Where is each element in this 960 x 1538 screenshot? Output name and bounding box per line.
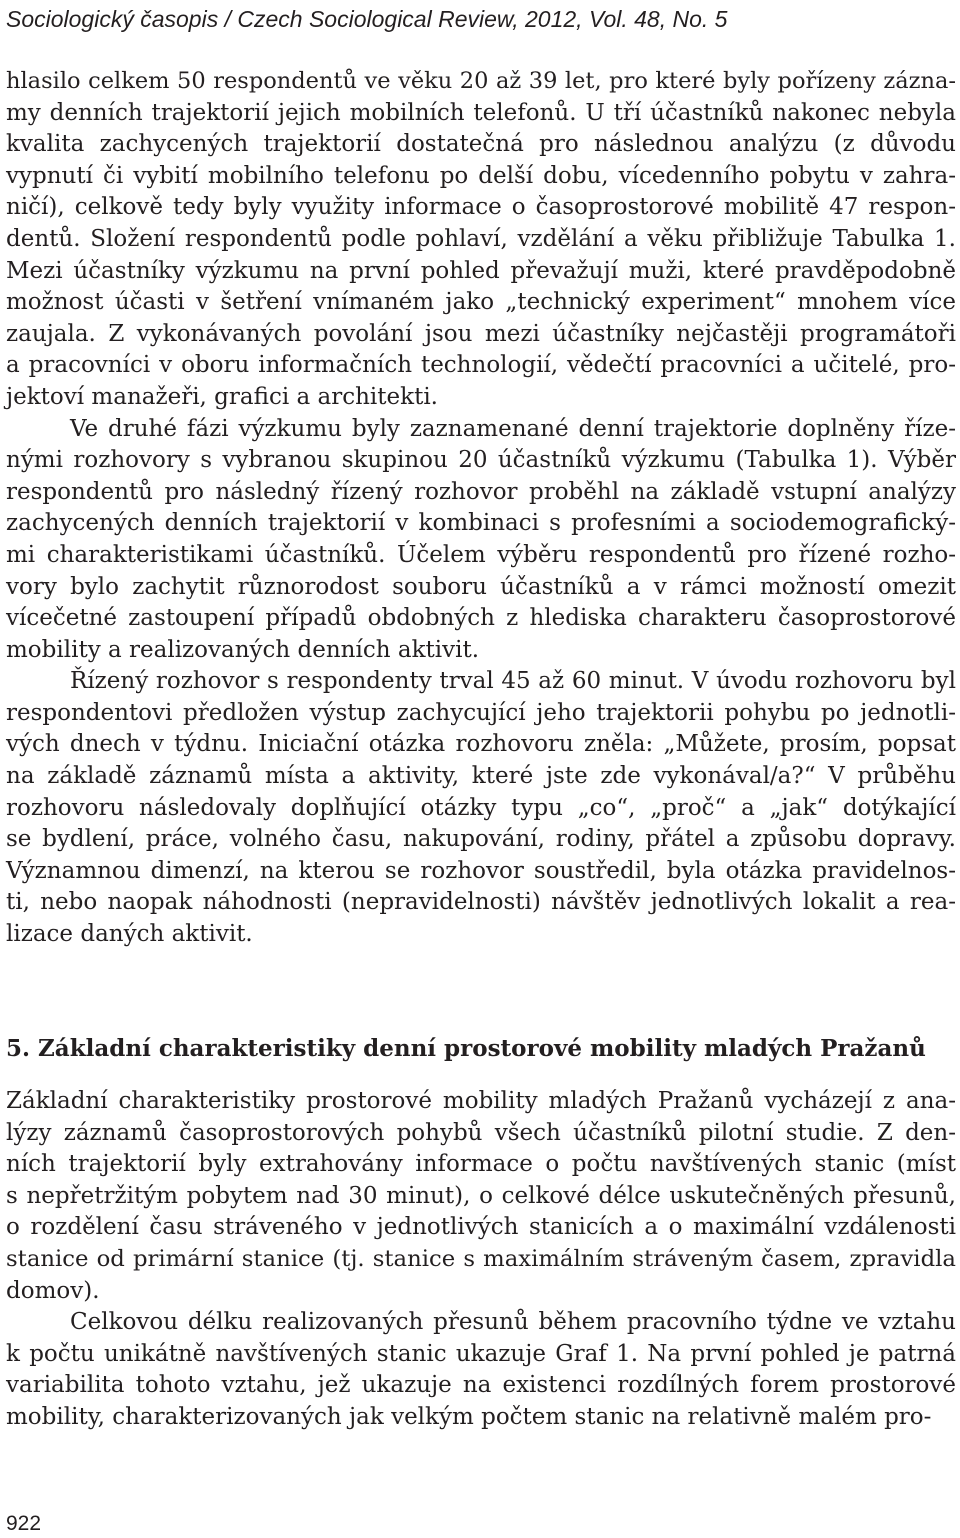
text-line: domov). xyxy=(6,1277,100,1304)
text-line: dentů. Složení respondentů podle pohlaví, vzdělání a věku přibližuje Tabulka 1. xyxy=(6,225,956,252)
text-line: my denních trajektorií jejich mobilních telefonů. U tří účastníků nakonec nebyla xyxy=(6,99,956,126)
page-number: 922 xyxy=(6,1512,42,1535)
text-line: zaujala. Z vykonávaných povolání jsou mezi účastníky nejčastěji programátoři xyxy=(6,320,956,347)
text-line: respondentů pro následný řízený rozhovor proběhl na základě vstupní analýzy xyxy=(6,478,956,505)
text-line: variabilita tohoto vztahu, jež ukazuje na existenci rozdílných forem prostorové xyxy=(6,1372,956,1399)
body-text-block-2 xyxy=(6,1086,956,1434)
text-line: rozhovoru následovaly doplňující otázky typu „co“, „proč“ a „jak“ dotýkající xyxy=(6,794,956,821)
text-line: Základní charakteristiky prostorové mobility mladých Pražanů vycházejí z ana- xyxy=(6,1088,956,1114)
text-line: jektoví manažeři, grafici a architekti. xyxy=(6,383,438,410)
text-line: zachycených denních trajektorií v kombinaci s profesními a sociodemografický- xyxy=(6,510,956,537)
text-line: nými rozhovory s vybranou skupinou 20 účastníků výzkumu (Tabulka 1). Výběr xyxy=(6,447,956,474)
text-line: a pracovníci v oboru informačních technologií, vědečtí pracovníci a učitelé, pro- xyxy=(6,352,956,379)
text-line: mi charakteristikami účastníků. Účelem výběru respondentů pro řízené rozho- xyxy=(6,541,956,568)
text-line: ti, nebo naopak náhodnosti (nepravidelnosti) návštěv jednotlivých lokalit a rea- xyxy=(6,889,956,916)
text-line: Významnou dimenzí, na kterou se rozhovor soustředil, byla otázka pravidelnos- xyxy=(6,857,956,884)
body-text-block-1 xyxy=(6,66,956,951)
text-line: lýzy záznamů časoprostorových pohybů všech účastníků pilotní studie. Z den- xyxy=(6,1119,956,1146)
text-line: vypnutí či vybití mobilního telefonu po delší dobu, vícedenního pobytu v zahra- xyxy=(6,162,956,189)
text-line: ních trajektorií byly extrahovány informace o počtu navštívených stanic (míst xyxy=(6,1151,956,1178)
text-line: vícečetné zastoupení případů obdobných z hlediska charakteru časoprostorové xyxy=(6,605,956,632)
text-line: ničí), celkově tedy byly využity informace o časoprostorové mobilitě 47 respon- xyxy=(6,194,956,221)
text-line: Mezi účastníky výzkumu na první pohled převažují muži, které pravděpodobně xyxy=(6,257,956,284)
text-line: kvalita zachycených trajektorií dostatečná pro následnou analýzu (z důvodu xyxy=(6,131,956,158)
section-heading: 5. Základní charakteristiky denní prostorové mobility mladých Pražanů xyxy=(6,1035,926,1062)
text-line: mobility a realizovaných denních aktivit. xyxy=(6,636,480,663)
running-head: Sociologický časopis / Czech Sociological Review, 2012, Vol. 48, No. 5 xyxy=(6,6,728,32)
text-line: s nepřetržitým pobytem nad 30 minut), o celkové délce uskutečněných přesunů, xyxy=(6,1182,956,1209)
text-line: vých dnech v týdnu. Iniciační otázka rozhovoru zněla: „Můžete, prosím, popsat xyxy=(6,731,956,758)
text-line: možnost účasti v šetření vnímaném jako „technický experiment“ mnohem více xyxy=(6,289,956,316)
text-line: Celkovou délku realizovaných přesunů během pracovního týdne ve vztahu xyxy=(70,1309,956,1336)
text-line: Ve druhé fázi výzkumu byly zaznamenané denní trajektorie doplněny říze- xyxy=(70,415,956,442)
text-line: se bydlení, práce, volného času, nakupování, rodiny, přátel a způsobu dopravy. xyxy=(6,826,956,853)
text-line: vory bylo zachytit různorodost souboru účastníků a v rámci možností omezit xyxy=(6,573,956,600)
text-line: mobility, charakterizovaných jak velkým počtem stanic na relativně malém pro- xyxy=(6,1403,932,1430)
text-line: na základě záznamů místa a aktivity, které jste zde vykonával/a?“ V průběhu xyxy=(6,763,956,790)
text-line: o rozdělení času stráveného v jednotlivých stanicích a o maximální vzdálenosti xyxy=(6,1214,956,1241)
text-line: k počtu unikátně navštívených stanic ukazuje Graf 1. Na první pohled je patrná xyxy=(6,1340,956,1367)
text-line: hlasilo celkem 50 respondentů ve věku 20 až 39 let, pro které byly pořízeny zázna- xyxy=(6,68,956,94)
text-line: respondentovi předložen výstup zachycující jeho trajektorii pohybu po jednotli- xyxy=(6,699,956,726)
text-line: stanice od primární stanice (tj. stanice s maximálním stráveným časem, zpravidla xyxy=(6,1245,956,1272)
text-line: Řízený rozhovor s respondenty trval 45 až 60 minut. V úvodu rozhovoru byl xyxy=(70,668,956,695)
text-line: lizace daných aktivit. xyxy=(6,921,253,948)
